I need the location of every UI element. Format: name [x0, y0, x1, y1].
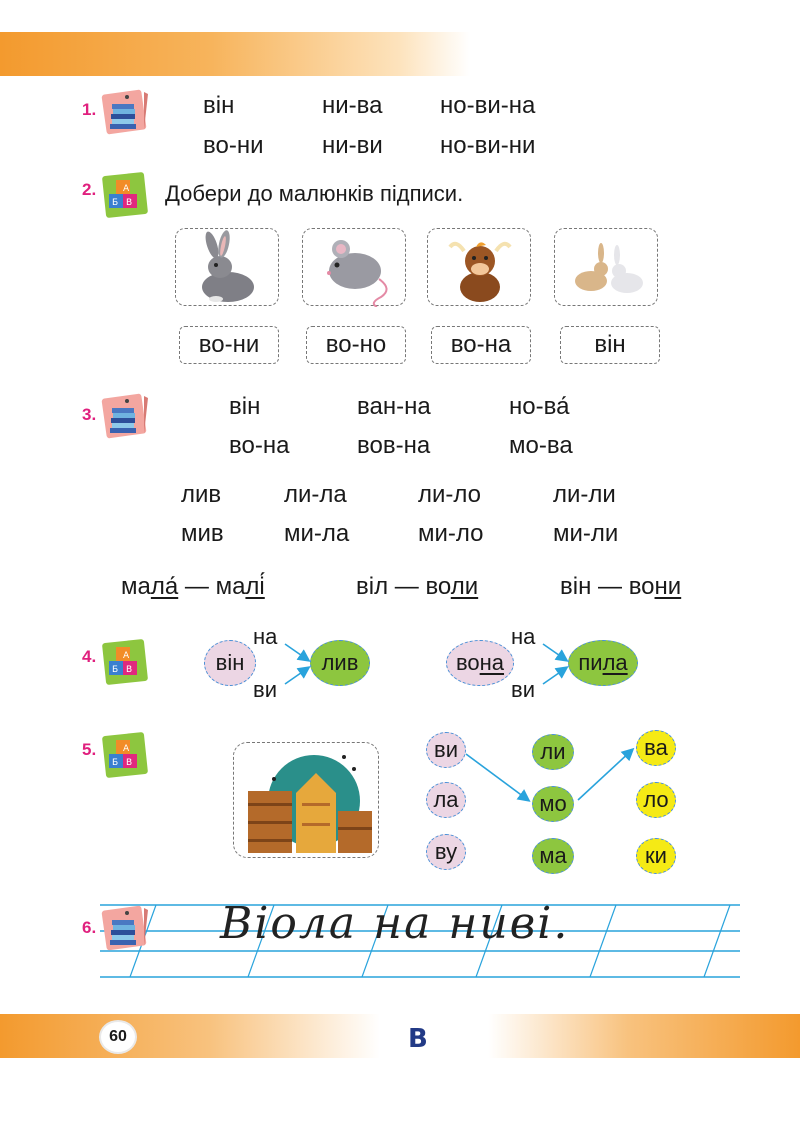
header-band [0, 32, 470, 76]
picture-beehives [233, 742, 379, 858]
ex4-top-syllable: на [253, 624, 278, 649]
ex1-word: во-ни [203, 132, 264, 159]
label-box: во-на [431, 326, 531, 364]
svg-text:А: А [123, 651, 130, 661]
two-rabbits-icon [555, 229, 659, 307]
syllable-circle: ли [532, 734, 574, 770]
word-pair: віл — воли [356, 573, 479, 600]
syllable-oval-end: пила [568, 640, 638, 686]
alphabet-blocks-icon [100, 637, 150, 687]
ex3-word: во-на [229, 432, 290, 459]
svg-text:В: В [126, 758, 133, 768]
ex3-word: ван-на [357, 393, 431, 420]
exercise-2-number: 2. [82, 180, 97, 199]
syllable-circle: ва [636, 730, 676, 766]
ex1-word: ни-ва [322, 92, 383, 119]
exercise-6-number: 6. [82, 918, 97, 937]
svg-text:А: А [123, 744, 130, 754]
alphabet-blocks-icon [100, 170, 150, 220]
picture-mouse [302, 228, 406, 306]
svg-text:А: А [123, 184, 130, 194]
books-icon [100, 904, 150, 954]
page-number: 60 [99, 1020, 137, 1054]
syllable-oval-start: вона [446, 640, 514, 686]
label-box: він [560, 326, 660, 364]
footer-band-right [488, 1014, 800, 1058]
books-icon [100, 392, 150, 442]
ex3-word: мив [181, 520, 224, 547]
syllable-circle: ву [426, 834, 466, 870]
exercise-1-number: 1. [82, 100, 97, 119]
word-pair: мала́ — малі́ [121, 573, 265, 600]
syllable-circle: ма [532, 838, 574, 874]
ex3-word: ми-ла [284, 520, 350, 547]
ex3-word: він [229, 393, 261, 420]
picture-ox [427, 228, 531, 306]
svg-text:В: В [126, 198, 133, 208]
syllable-circle: ла [426, 782, 466, 818]
books-icon [100, 88, 150, 138]
ex1-word: но-ви-ни [440, 132, 536, 159]
ex3-word: ли-ло [418, 481, 482, 508]
word-pair: він — вони [560, 573, 682, 600]
svg-text:В: В [126, 665, 133, 675]
ex1-word: він [203, 92, 235, 119]
syllable-circle: ки [636, 838, 676, 874]
syllable-oval-end: лив [310, 640, 370, 686]
ex3-word: ли-ли [553, 481, 616, 508]
ox-icon [428, 229, 532, 307]
handwritten-sentence: Віола на ниві. [220, 898, 570, 949]
exercise-4-number: 4. [82, 647, 97, 666]
syllable-circle: мо [532, 786, 574, 822]
exercise-3-number: 3. [82, 405, 97, 424]
label-box: во-но [306, 326, 406, 364]
rabbit-icon [176, 229, 280, 307]
ex4-top-syllable: на [511, 624, 536, 649]
label-box: во-ни [179, 326, 279, 364]
ex1-word: ни-ви [322, 132, 383, 159]
svg-text:Б: Б [112, 198, 119, 208]
syllable-circle: ви [426, 732, 466, 768]
picture-two-rabbits [554, 228, 658, 306]
svg-text:Б: Б [112, 758, 119, 768]
ex2-instruction: Добери до малюнків підписи. [165, 181, 464, 206]
ex3-word: ли-ла [284, 481, 347, 508]
ex3-word: лив [181, 481, 222, 508]
picture-rabbit [175, 228, 279, 306]
syllable-circle: ло [636, 782, 676, 818]
ex3-word: но-ва́ [509, 393, 570, 420]
ex1-word: но-ви-на [440, 92, 536, 119]
beehive-icon [234, 743, 379, 858]
page-letter: В [408, 1024, 428, 1054]
ex3-word: ми-ли [553, 520, 619, 547]
ex4-bottom-syllable: ви [253, 677, 277, 702]
ex3-word: вов-на [357, 432, 431, 459]
ex4-bottom-syllable: ви [511, 677, 535, 702]
alphabet-blocks-icon [100, 730, 150, 780]
mouse-icon [303, 229, 407, 307]
ex3-word: мо-ва [509, 432, 573, 459]
svg-text:Б: Б [112, 665, 119, 675]
exercise-5-number: 5. [82, 740, 97, 759]
syllable-oval-start: він [204, 640, 256, 686]
footer-band-left [0, 1014, 380, 1058]
ex3-word: ми-ло [418, 520, 484, 547]
